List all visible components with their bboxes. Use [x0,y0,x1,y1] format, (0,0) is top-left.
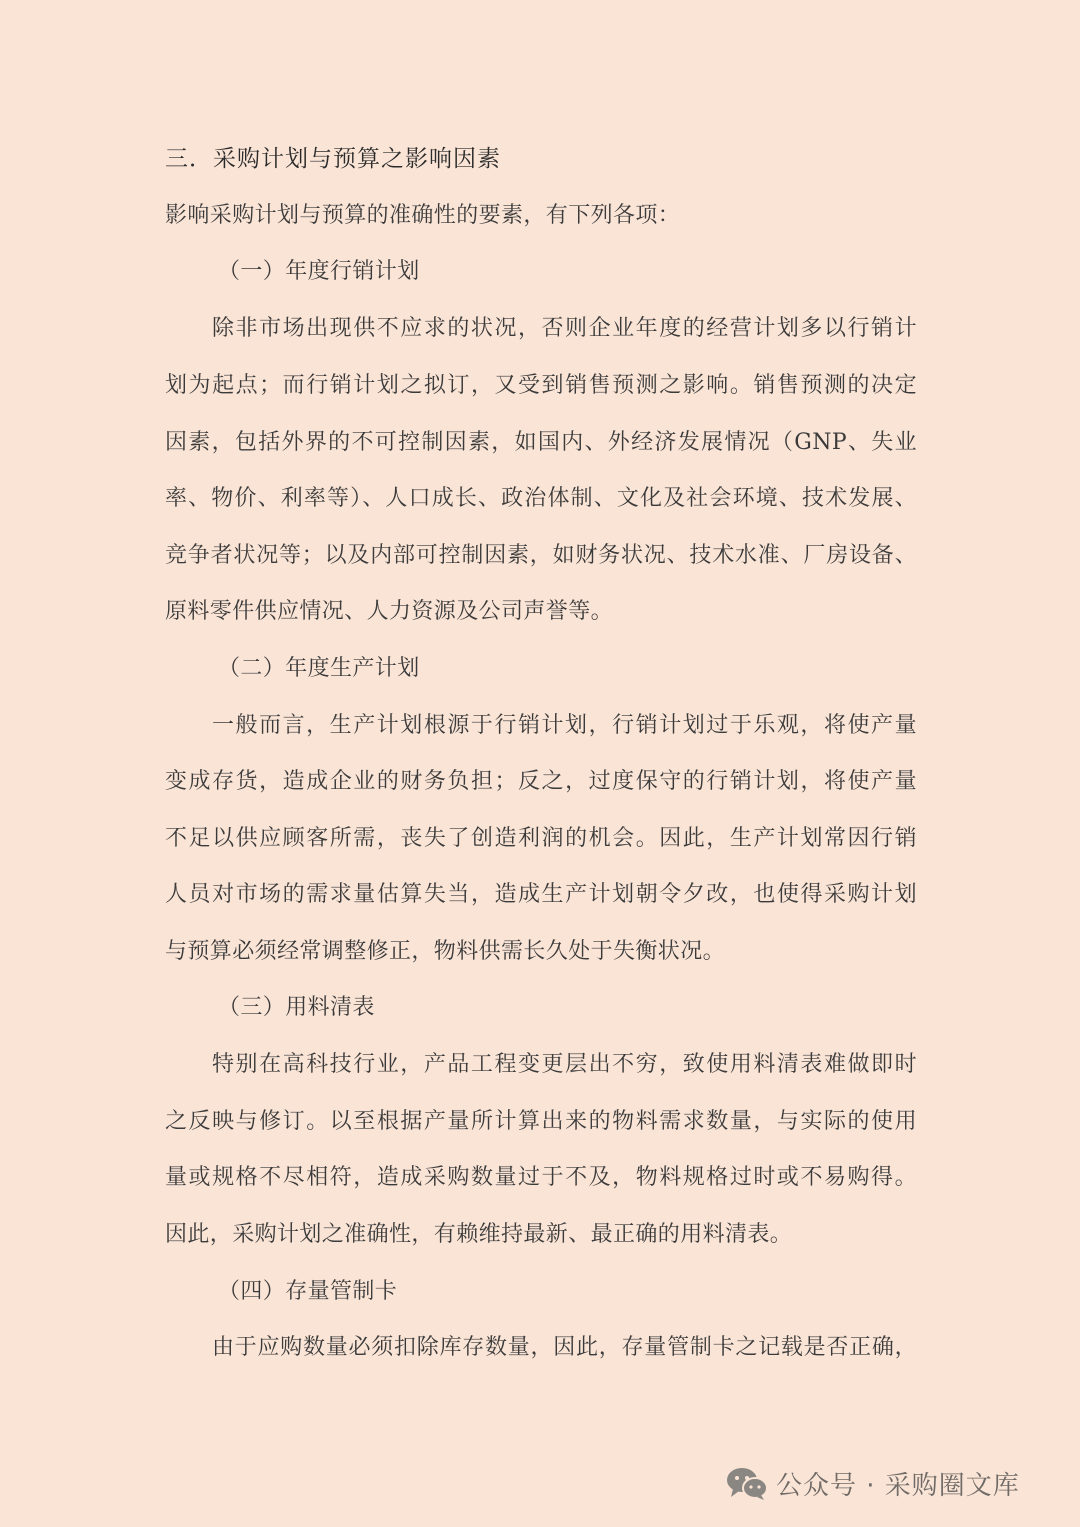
paragraph-line: 与预算必须经常调整修正，物料供需长久处于失衡状况。 [165,939,726,964]
paragraph-line: 之反映与修订。以至根据产量所计算出来的物料需求数量，与实际的使用 [165,1109,917,1134]
paragraph-line: 竞争者状况等；以及内部可控制因素，如财务状况、技术水准、厂房设备、 [165,543,917,568]
watermark [726,1463,1020,1503]
paragraph-line: 一般而言，生产计划根源于行销计划，行销计划过于乐观，将使产量 [212,713,917,738]
paragraph-line: 划为起点；而行销计划之拟订，又受到销售预测之影响。销售预测的决定 [165,373,917,398]
subsection-title-2: （二）年度生产计划 [218,656,420,681]
wechat-icon [726,1466,768,1500]
section-heading: 三．采购计划与预算之影响因素 [165,146,501,172]
paragraph-line: 由于应购数量必须扣除库存数量，因此，存量管制卡之记载是否正确， [212,1335,917,1360]
paragraph-line: 量或规格不尽相符，造成采购数量过于不及，物料规格过时或不易购得。 [165,1165,917,1190]
paragraph-line: 不足以供应顾客所需，丧失了创造利润的机会。因此，生产计划常因行销 [165,826,917,851]
paragraph-line: 特别在高科技行业，产品工程变更层出不穷，致使用料清表难做即时 [212,1052,917,1077]
paragraph-line: 人员对市场的需求量估算失当，造成生产计划朝令夕改，也使得采购计划 [165,882,917,907]
subsection-title-4: （四）存量管制卡 [218,1279,398,1304]
paragraph-line: 因此，采购计划之准确性，有赖维持最新、最正确的用料清表。 [165,1222,793,1247]
paragraph-line: 除非市场出现供不应求的状况，否则企业年度的经营计划多以行销计 [212,316,917,341]
paragraph-line: 变成存货，造成企业的财务负担；反之，过度保守的行销计划，将使产量 [165,769,917,794]
intro-paragraph: 影响采购计划与预算的准确性的要素，有下列各项： [165,203,681,228]
subsection-title-3: （三）用料清表 [218,995,375,1020]
paragraph-line: 原料零件供应情况、人力资源及公司声誉等。 [165,599,614,624]
watermark-text: 公众号 · 采购圈文库 [776,1470,1020,1501]
paragraph-line: 率、物价、利率等）、人口成长、政治体制、文化及社会环境、技术发展、 [165,486,917,511]
subsection-title-1: （一）年度行销计划 [218,259,420,284]
paragraph-line: 因素，包括外界的不可控制因素，如国内、外经济发展情况（GNP、失业 [165,430,917,455]
